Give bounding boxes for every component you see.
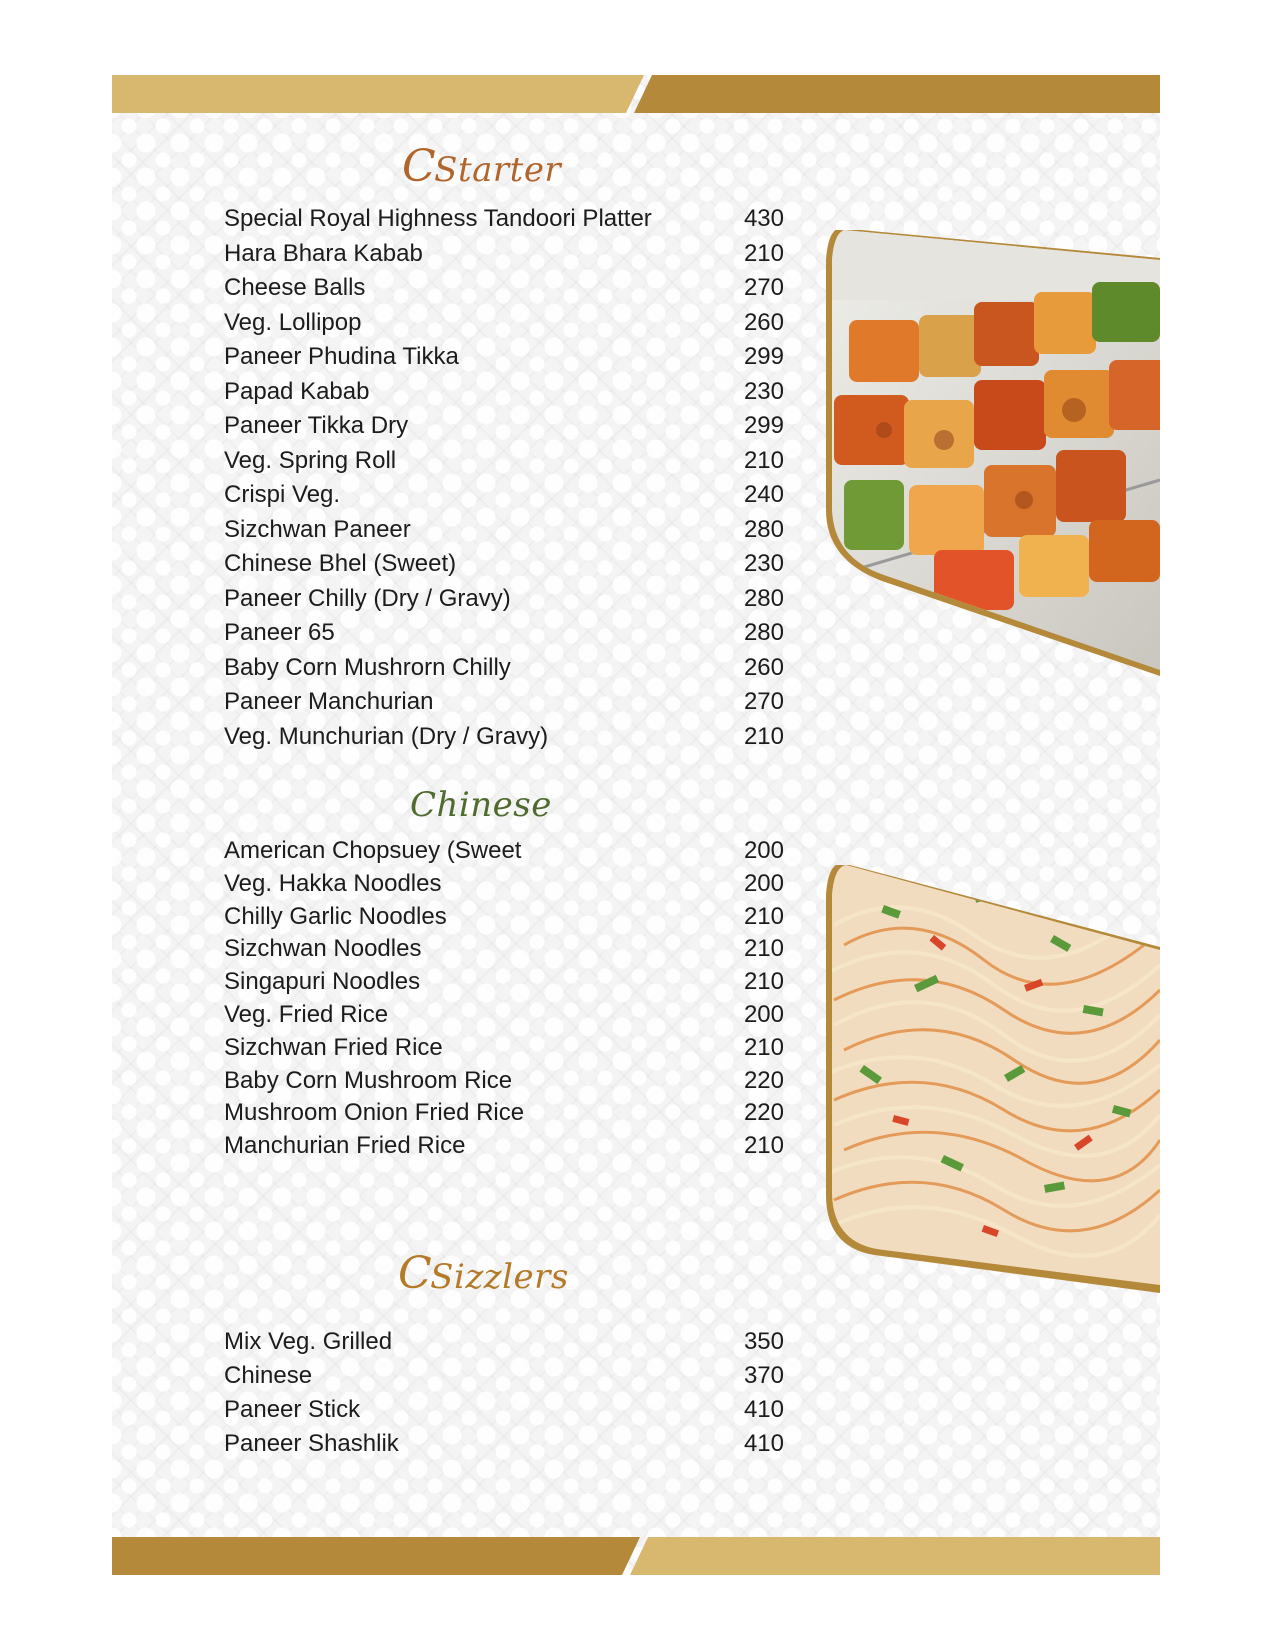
menu-item — [224, 1032, 784, 1065]
menu-item — [224, 409, 784, 444]
menu-item — [224, 1325, 784, 1359]
menu-item-name: Veg. Fried Rice — [224, 1000, 389, 1028]
menu-item — [224, 375, 784, 410]
menu-item — [224, 478, 784, 513]
menu-item — [224, 616, 784, 651]
sizzlers-title-text: Sizzlers — [430, 1257, 569, 1297]
sizzlers-title — [398, 1248, 569, 1299]
menu-item-name: Papad Kabab — [224, 377, 370, 405]
menu-item-price: 210 — [743, 1033, 784, 1061]
menu-item-price: 240 — [743, 481, 784, 508]
noodles-photo — [824, 865, 1160, 1305]
menu-item — [224, 547, 784, 582]
menu-item-price: 210 — [743, 968, 784, 996]
menu-item — [224, 1427, 784, 1461]
menu-item-name: Veg. Spring Roll — [224, 446, 397, 474]
menu-item-name: Paneer 65 — [224, 619, 335, 646]
menu-item-name: Chinese — [224, 1362, 313, 1389]
menu-item-name: Paneer Tikka Dry — [224, 412, 409, 439]
menu-item-price: 210 — [743, 722, 784, 750]
menu-item — [224, 513, 784, 548]
menu-item-price: 210 — [743, 1132, 784, 1160]
menu-item — [224, 868, 784, 901]
menu-item-name: Paneer Stick — [224, 1396, 361, 1423]
menu-item-price: 200 — [743, 869, 784, 897]
menu-item-name: Singapuri Noodles — [224, 968, 421, 996]
menu-item-name: Sizchwan Paneer — [224, 515, 411, 543]
chinese-list — [224, 835, 784, 1163]
menu-item-price: 200 — [743, 837, 784, 864]
menu-item-name: Baby Corn Mushrorn Chilly — [224, 653, 511, 681]
menu-item-price: 200 — [743, 1000, 784, 1028]
menu-item — [224, 271, 784, 306]
menu-item-name: Mix Veg. Grilled — [224, 1328, 393, 1355]
menu-item-name: Hara Bhara Kabab — [224, 239, 423, 267]
menu-item-price: 280 — [743, 584, 784, 612]
menu-item-name: Manchurian Fried Rice — [224, 1132, 466, 1160]
menu-item-name: Veg. Lollipop — [224, 308, 362, 336]
menu-item-price: 410 — [743, 1396, 784, 1423]
menu-item-price: 350 — [743, 1328, 784, 1355]
menu-item — [224, 966, 784, 999]
menu-item — [224, 1393, 784, 1427]
menu-item-name: Baby Corn Mushroom Rice — [224, 1066, 513, 1094]
menu-item-price: 230 — [743, 377, 784, 405]
menu-item-price: 210 — [743, 935, 784, 963]
menu-item — [224, 582, 784, 617]
menu-item — [224, 1130, 784, 1163]
menu-item — [224, 651, 784, 686]
menu-item-price: 230 — [743, 550, 784, 577]
menu-item-name: Cheese Balls — [224, 274, 366, 301]
menu-item-price: 430 — [743, 205, 784, 232]
menu-item — [224, 1065, 784, 1098]
menu-item-name: Chinese Bhel (Sweet) — [224, 550, 457, 577]
menu-item — [224, 202, 784, 237]
menu-item — [224, 444, 784, 479]
menu-item-price: 299 — [743, 412, 784, 439]
menu-item-name: Paneer Manchurian — [224, 688, 434, 715]
menu-item — [224, 1097, 784, 1130]
menu-item-price: 210 — [743, 902, 784, 930]
menu-item-price: 260 — [743, 308, 784, 336]
menu-item-name: Mushroom Onion Fried Rice — [224, 1099, 525, 1127]
menu-item-price: 270 — [743, 274, 784, 301]
menu-item — [224, 720, 784, 755]
menu-item-price: 370 — [743, 1362, 784, 1389]
menu-item-name: Chilly Garlic Noodles — [224, 902, 447, 930]
menu-item — [224, 306, 784, 341]
flourish-icon: C — [402, 141, 437, 192]
menu-item-name: Special Royal Highness Tandoori Platter — [224, 205, 652, 232]
menu-item-name: American Chopsuey (Sweet — [224, 837, 522, 864]
menu-item-price: 410 — [743, 1430, 784, 1457]
menu-item — [224, 901, 784, 934]
menu-item-name: Crispi Veg. — [224, 481, 341, 508]
menu-item-price: 280 — [743, 619, 784, 646]
menu-item — [224, 685, 784, 720]
chinese-title — [410, 785, 552, 825]
starter-list — [224, 202, 784, 754]
menu-item-price: 210 — [743, 446, 784, 474]
bottom-gold-band — [112, 1537, 1160, 1575]
sizzlers-list — [224, 1325, 784, 1461]
menu-item-price: 220 — [743, 1066, 784, 1094]
menu-page — [112, 75, 1160, 1575]
menu-item-price: 210 — [743, 239, 784, 267]
top-gold-band — [112, 75, 1160, 113]
menu-item-name: Sizchwan Noodles — [224, 935, 422, 963]
menu-item — [224, 999, 784, 1032]
menu-item — [224, 933, 784, 966]
menu-item-name: Paneer Phudina Tikka — [224, 343, 459, 370]
menu-item — [224, 835, 784, 868]
menu-item — [224, 340, 784, 375]
menu-item-name: Veg. Hakka Noodles — [224, 869, 442, 897]
menu-item-price: 299 — [743, 343, 784, 370]
menu-item-name: Veg. Munchurian (Dry / Gravy) — [224, 722, 549, 750]
chinese-title-text: Chinese — [410, 785, 552, 825]
menu-item-name: Sizchwan Fried Rice — [224, 1033, 443, 1061]
flourish-icon: C — [398, 1248, 433, 1299]
menu-item-price: 270 — [743, 688, 784, 715]
menu-item — [224, 237, 784, 272]
menu-item-name: Paneer Chilly (Dry / Gravy) — [224, 584, 511, 612]
starter-title-text: Starter — [434, 150, 562, 190]
menu-item-name: Paneer Shashlik — [224, 1430, 399, 1457]
starter-title — [402, 141, 561, 192]
menu-item — [224, 1359, 784, 1393]
paneer-tikka-photo — [824, 230, 1160, 690]
menu-item-price: 220 — [743, 1099, 784, 1127]
menu-item-price: 260 — [743, 653, 784, 681]
menu-item-price: 280 — [743, 515, 784, 543]
